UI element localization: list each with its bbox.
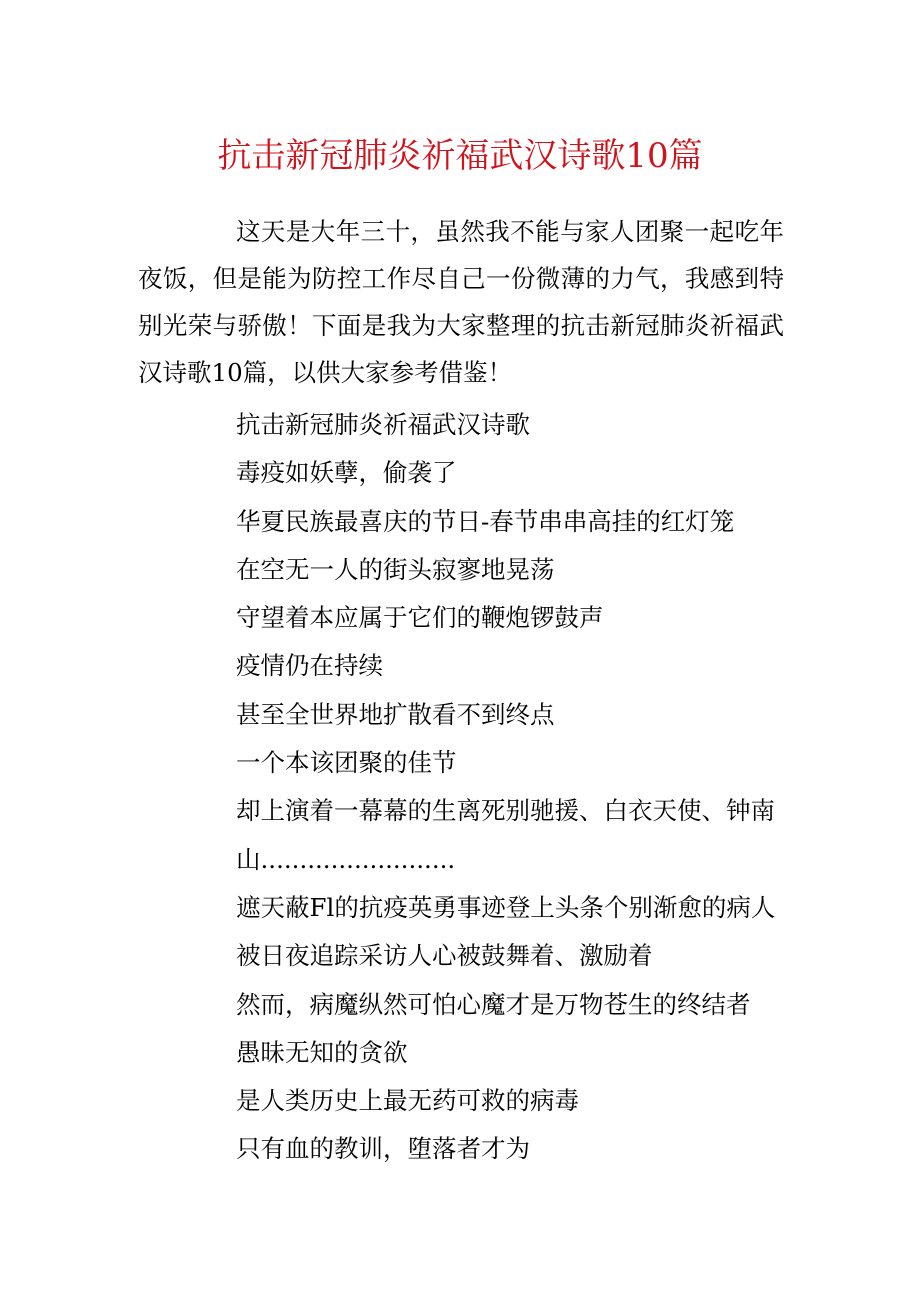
poem-line: 然而，病魔纵然可怕心魔才是万物苍生的终结者 <box>236 989 751 1019</box>
poem-line: 遮天蔽Fl的抗疫英勇事迹登上头条个别渐愈的病人 <box>236 892 776 922</box>
poem-line: 愚昧无知的贪欲 <box>236 1037 408 1067</box>
poem-line: 毒疫如妖孽，偷袭了 <box>236 458 457 488</box>
poem-line: 却上演着一幕幕的生离死别驰援、白衣天使、钟南 <box>236 796 775 826</box>
poem-line: 是人类历史上最无药可救的病毒 <box>236 1086 579 1116</box>
poem-line: 守望着本应属于它们的鞭炮锣鼓声 <box>236 603 604 633</box>
poem-line: 被日夜追踪采访人心被鼓舞着、激励着 <box>236 941 653 971</box>
intro-paragraph: 这天是大年三十，虽然我不能与家人团聚一起吃年夜饭，但是能为防控工作尽自己一份微薄的力气，我感到特别光荣与骄傲！下面是我为大家整理的抗击新冠肺炎祈福武汉诗歌10篇，以供大家参考借鉴！ <box>138 217 784 387</box>
poem-lines <box>236 401 796 1174</box>
poem-line: 在空无一人的街头寂寥地晃荡 <box>236 554 555 584</box>
poem-line: 一个本该团聚的佳节 <box>236 748 457 778</box>
poem-line: 疫情仍在持续 <box>236 651 383 681</box>
poem-line: 抗击新冠肺炎祈福武汉诗歌 <box>236 410 530 439</box>
poem-line: 华夏民族最喜庆的节日-春节串串高挂的红灯笼 <box>236 506 735 536</box>
poem-line: 甚至全世界地扩散看不到终点 <box>236 699 555 729</box>
poem-line: 山......................... <box>236 844 456 874</box>
document-title: 抗击新冠肺炎祈福武汉诗歌10篇 <box>217 136 703 176</box>
poem-line: 只有血的教训，堕落者才为 <box>236 1134 530 1164</box>
